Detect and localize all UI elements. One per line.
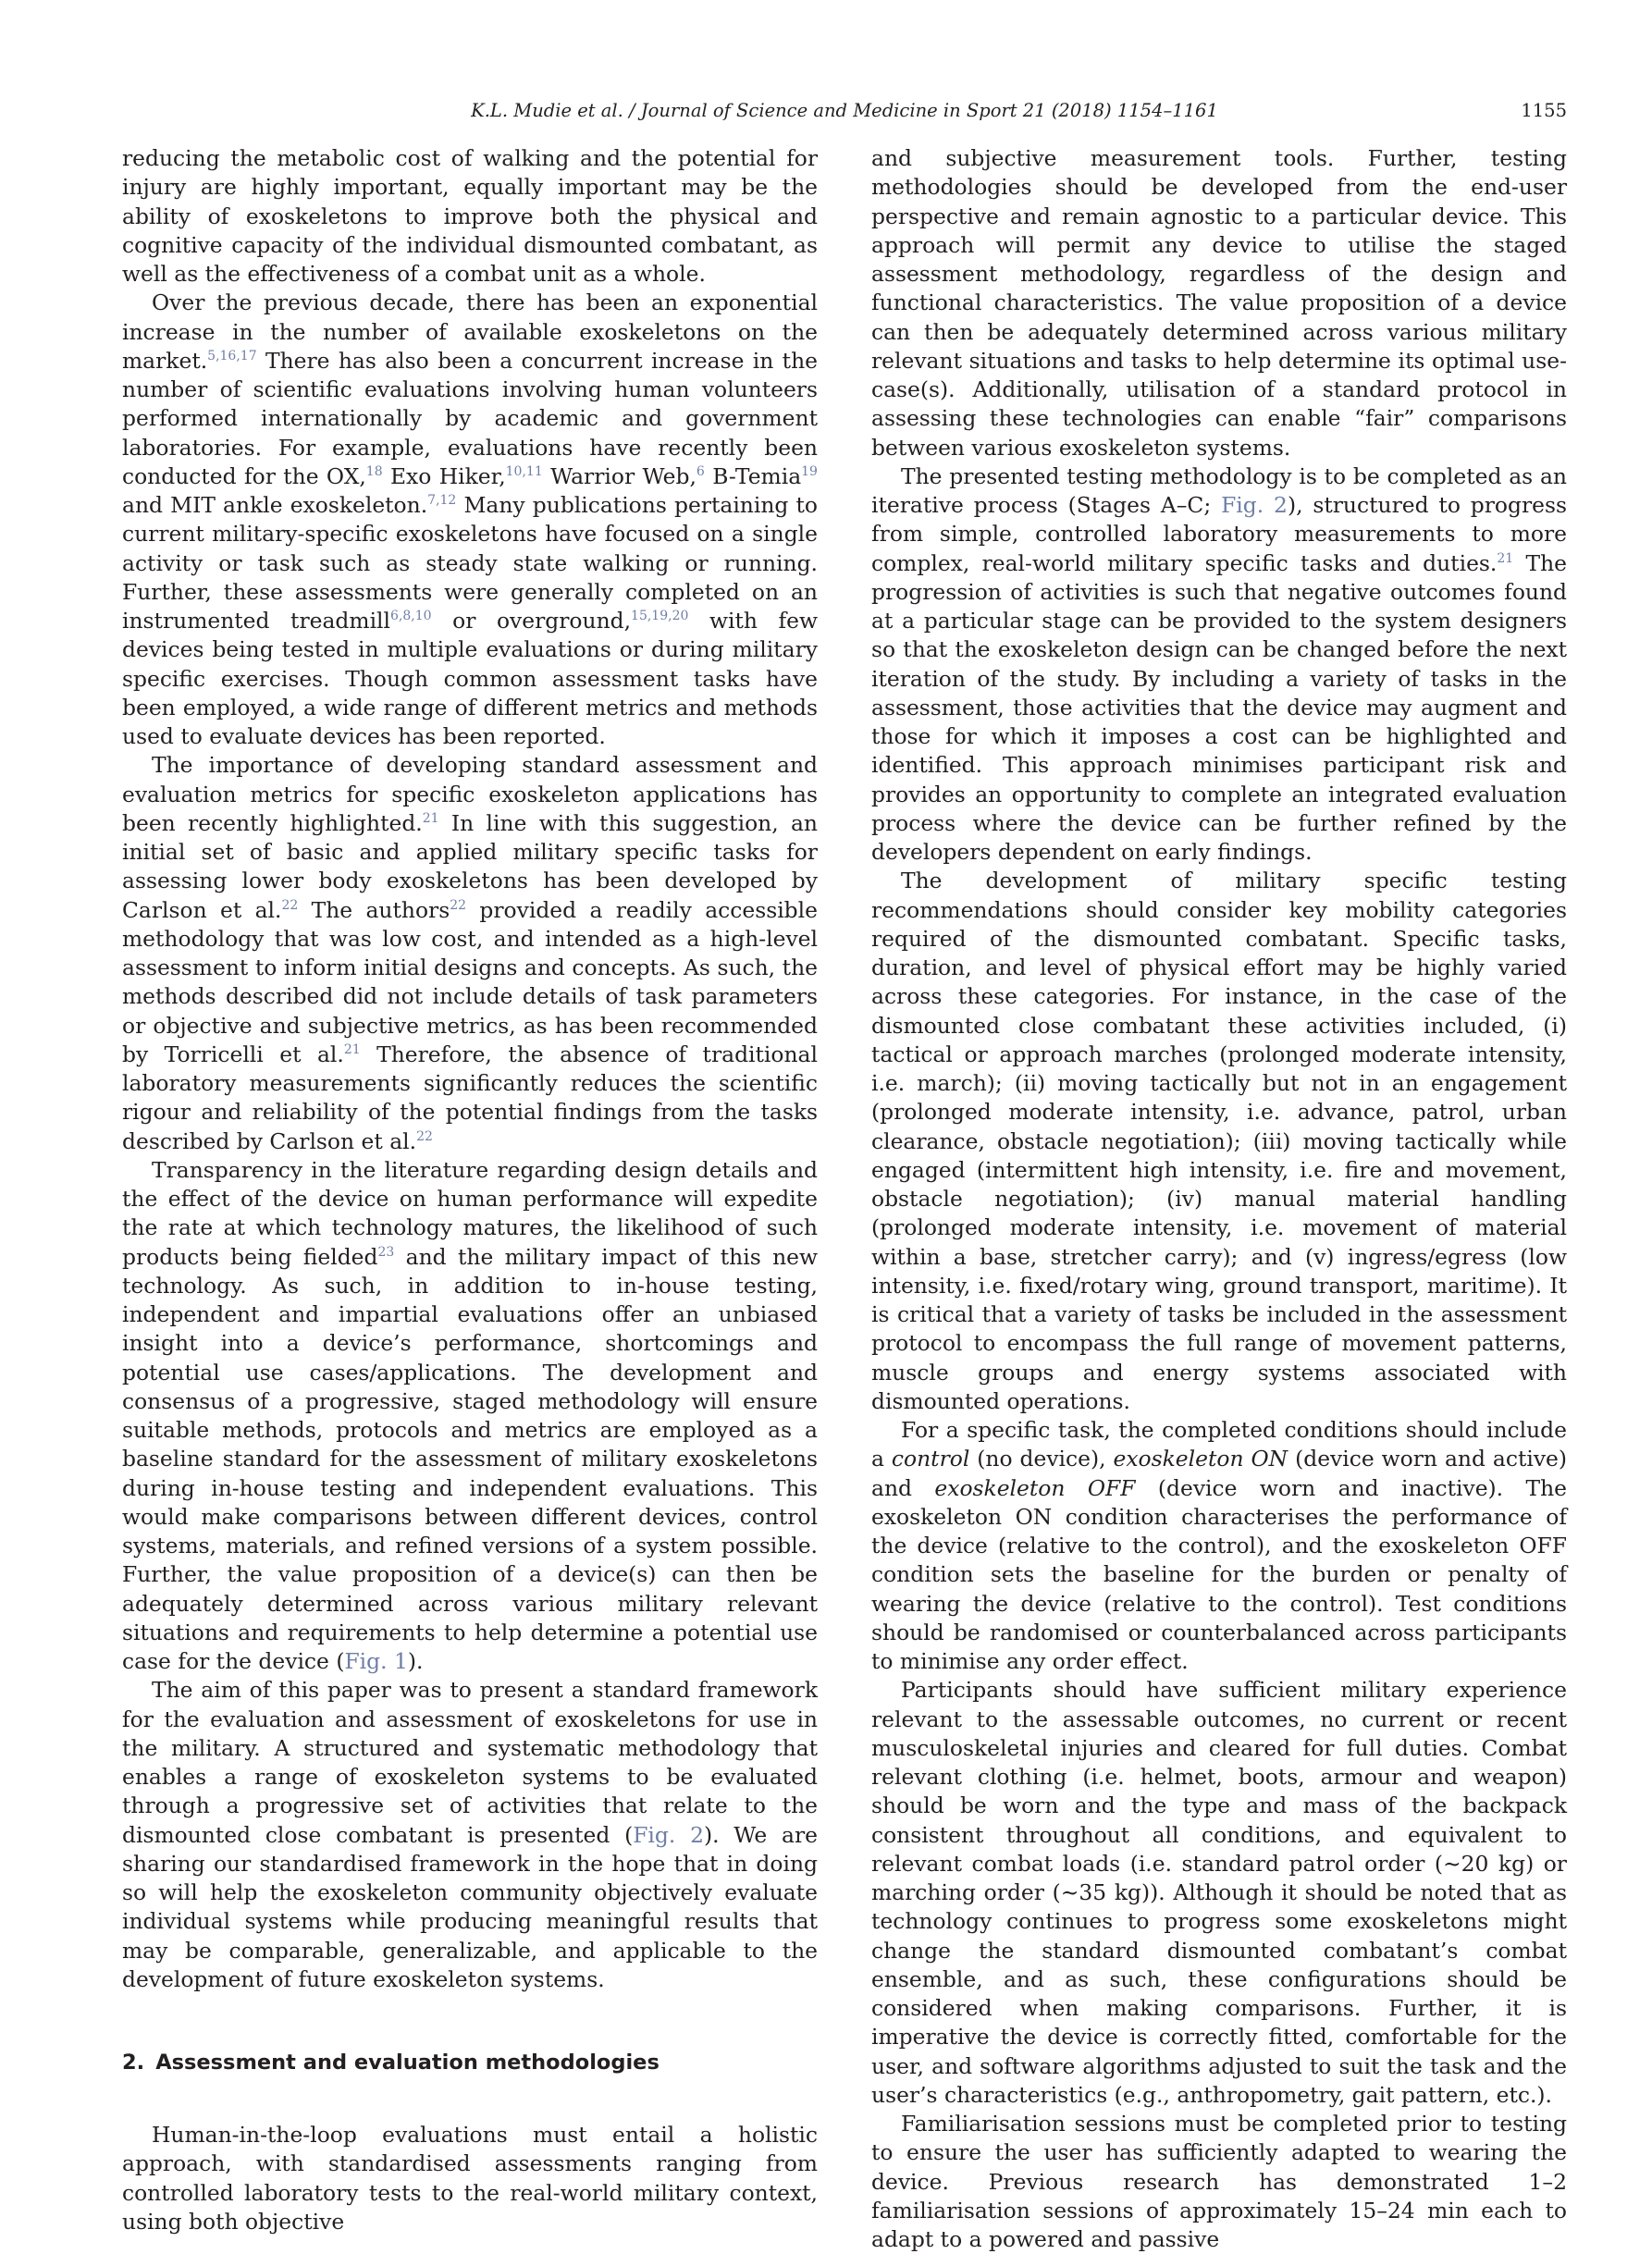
figure-link[interactable]: Fig. 2 bbox=[1221, 492, 1288, 518]
section-heading bbox=[122, 2049, 818, 2077]
paragraph: The aim of this paper was to present a standard framework for the evaluation and assessment of exoskeletons for use in the military. A structured and systematic methodology that enables a range of exoskeleton systems to be evaluated through a progressive set of activities that relate to the dismounted close combatant is presented (Fig. 2). We are sharing our standardised framework in the hope that in doing so will help the exoskeleton community objectively evaluate individual systems while producing meaningful results that may be comparable, generalizable, and applicable to the development of future exoskeleton systems. bbox=[122, 1677, 818, 1992]
paragraph: The development of military specific testing recommendations should consider key mobility categories required of the dismounted combatant. Specific tasks, duration, and level of physical effort may be highly varied across these categories. For instance, in the case of the dismounted close combatant these activities included, (i) tactical or approach marches (prolonged moderate intensity, i.e. march); (ii) moving tactically but not in an engagement (prolonged moderate intensity, i.e. advance, patrol, urban clearance, obstacle negotiation); (iii) moving tactically while engaged (intermittent high intensity, i.e. fire and movement, obstacle negotiation); (iv) manual material handling (prolonged moderate intensity, i.e. movement of material within a base, stretcher carry); and (v) ingress/egress (low intensity, i.e. fixed/rotary wing, ground transport, maritime). It is critical that a variety of tasks be included in the assessment protocol to encompass the full range of movement patterns, muscle groups and energy systems associated with dismounted operations. bbox=[871, 868, 1567, 1414]
figure-link[interactable]: Fig. 1 bbox=[344, 1648, 408, 1674]
paragraph: The presented testing methodology is to be completed as an iterative process (Stages A–C; Fig. 2), structured to progress from simple, controlled laboratory measurements to more complex, real-world military specific tasks and duties.$^{21}$ The progression of activities is such that negative outcomes found at a particular stage can be provided to the system designers so that the exoskeleton design can be changed before the next iteration of the study. By including a variety of tasks in the assessment, those activities that the device may augment and those for which it imposes a cost can be highlighted and identified. This approach minimises participant risk and provides an opportunity to complete an integrated evaluation process where the device can be further refined by the developers dependent on early findings. bbox=[871, 462, 1567, 865]
citation-link[interactable]: 21 bbox=[343, 1041, 361, 1057]
paragraph: Over the previous decade, there has been an exponential increase in the number of available exoskeletons on the market.$^{5,16,17}$ There has also been a concurrent increase in the number of scientific evaluations involving human volunteers performed internationally by academic and government laboratories. For example, evaluations have recently been conducted for the OX,$^{18}$ Exo Hiker,$^{10,11}$ Warrior Web,$^6$ B-Temia$^{19}$ and MIT ankle exoskeleton.$^{7,12}$ Many publications pertaining to current military-specific exoskeletons have focused on a single activity or task such as steady state walking or running. Further, these assessments were generally completed on an instrumented treadmill$^{6,8,10}$ or overground,$^{15,19,20}$ with few devices being tested in multiple evaluations or during military specific exercises. Though common assessment tasks have been employed, a wide range of different metrics and methods used to evaluate devices has been reported. bbox=[122, 289, 819, 749]
citation-link[interactable]: 23 bbox=[377, 1244, 395, 1260]
page-number: 1155 bbox=[1521, 100, 1567, 121]
italic-term: exoskeleton ON bbox=[1113, 1446, 1288, 1472]
paragraph: and subjective measurement tools. Further, testing methodologies should be developed from the end-user perspective and remain agnostic to a particular device. This approach will permit any device to utilise the staged assessment methodology, regardless of the design and functional characteristics. The value proposition of a device can then be adequately determined across various military relevant situations and tasks to help determine its optimal use-case(s). Additionally, utilisation of a standard protocol in assessing these technologies can enable “fair” comparisons between various exoskeleton systems. bbox=[871, 145, 1567, 461]
citation-link[interactable]: 6 bbox=[696, 463, 705, 479]
citation-link[interactable]: 21 bbox=[1497, 550, 1514, 566]
paragraph: Transparency in the literature regarding design details and the effect of the device on human performance will expedite the rate at which technology matures, the likelihood of such products being fielded$^{23}$ and the military impact of this new technology. As such, in addition to in-house testing, independent and impartial evaluations offer an unbiased insight into a device’s performance, shortcomings and potential use cases/applications. The development and consensus of a progressive, staged methodology will ensure suitable methods, protocols and metrics are employed as a baseline standard for the assessment of military exoskeletons during in-house testing and independent evaluations. This would make comparisons between different devices, control systems, materials, and refined versions of a system possible. Further, the value proposition of a device(s) can then be adequately determined across various military relevant situations and requirements to help determine a potential use case for the device (Fig. 1). bbox=[122, 1156, 818, 1674]
citation-link[interactable]: 7,12 bbox=[427, 493, 457, 508]
section-number: 2. bbox=[122, 2051, 145, 2075]
citation-link[interactable]: 22 bbox=[416, 1128, 433, 1144]
citation-link[interactable]: 6,8,10 bbox=[390, 609, 432, 623]
citation-link[interactable]: 21 bbox=[422, 810, 439, 826]
paragraph: For a specific task, the completed conditions should include a control (no device), exoskeleton ON (device worn and active) and exoskeleton OFF (device worn and inactive). The exoskeleton ON condition characterises the performance of the device (relative to the control), and the exoskeleton OFF condition sets the baseline for the burden or penalty of wearing the device (relative to the control). Test conditions should be randomised or counterbalanced across participants to minimise any order effect. bbox=[871, 1417, 1568, 1674]
figure-link[interactable]: Fig. 2 bbox=[633, 1821, 704, 1848]
paragraph: Participants should have sufficient military experience relevant to the assessable outcomes, no current or recent musculoskeletal injuries and cleared for full duties. Combat relevant clothing (i.e. helmet, boots, armour and weapon) should be worn and the type and mass of the backpack consistent throughout all conditions, and equivalent to relevant combat loads (i.e. standard patrol order (∼20 kg) or marching order (∼35 kg)). Although it should be noted that as technology continues to progress some exoskeletons might change the standard dismounted combatant’s combat ensemble, and as such, these configurations should be considered when making comparisons. Further, it is imperative the device is correctly fitted, comfortable for the user, and software algorithms adjusted to suit the task and the user’s characteristics (e.g., anthropometry, gait pattern, etc.). bbox=[871, 1677, 1567, 2108]
citation-link[interactable]: 18 bbox=[365, 463, 383, 479]
citation-link[interactable]: 5,16,17 bbox=[207, 348, 257, 363]
paragraph: Human-in-the-loop evaluations must entail a holistic approach, with standardised assessments ranging from controlled laboratory tests to the real-world military context, using both objective bbox=[122, 2122, 818, 2235]
paragraph: The importance of developing standard assessment and evaluation metrics for specific exoskeleton applications has been recently highlighted.$^{21}$ In line with this suggestion, an initial set of basic and applied military specific tasks for assessing lower body exoskeletons has been developed by Carlson et al.$^{22}$ The authors$^{22}$ provided a readily accessible methodology that was low cost, and intended as a high-level assessment to inform initial designs and concepts. As such, the methods described did not include details of task parameters or objective and subjective metrics, as has been recommended by Torricelli et al.$^{21}$ Therefore, the absence of traditional laboratory measurements significantly reduces the scientific rigour and reliability of the potential findings from the tasks described by Carlson et al.$^{22}$ bbox=[122, 752, 818, 1154]
section-title: Assessment and evaluation methodologies bbox=[155, 2051, 660, 2075]
citation-link[interactable]: 15,19,20 bbox=[631, 609, 689, 623]
citation-link[interactable]: 22 bbox=[281, 897, 299, 913]
running-title: K.L. Mudie et al. / Journal of Science and Medicine in Sport 21 (2018) 1154–1161 bbox=[471, 100, 1218, 121]
right-column bbox=[871, 144, 1567, 2254]
citation-link[interactable]: 19 bbox=[801, 463, 818, 479]
left-column bbox=[122, 144, 818, 2236]
citation-link[interactable]: 10,11 bbox=[505, 463, 543, 479]
running-header bbox=[122, 96, 1567, 126]
citation-link[interactable]: 22 bbox=[450, 897, 467, 913]
italic-term: control bbox=[891, 1446, 970, 1472]
italic-term: exoskeleton OFF bbox=[934, 1474, 1136, 1501]
paragraph: reducing the metabolic cost of walking and the potential for injury are highly important, equally important may be the ability of exoskeletons to improve both the physical and cognitive capacity of the individual dismounted combatant, as well as the effectiveness of a combat unit as a whole. bbox=[122, 145, 818, 287]
paragraph: Familiarisation sessions must be completed prior to testing to ensure the user has sufficiently adapted to wearing the device. Previous research has demonstrated 1–2 familiarisation sessions of approximately 15–24 min each to adapt to a powered and passive bbox=[871, 2111, 1567, 2252]
